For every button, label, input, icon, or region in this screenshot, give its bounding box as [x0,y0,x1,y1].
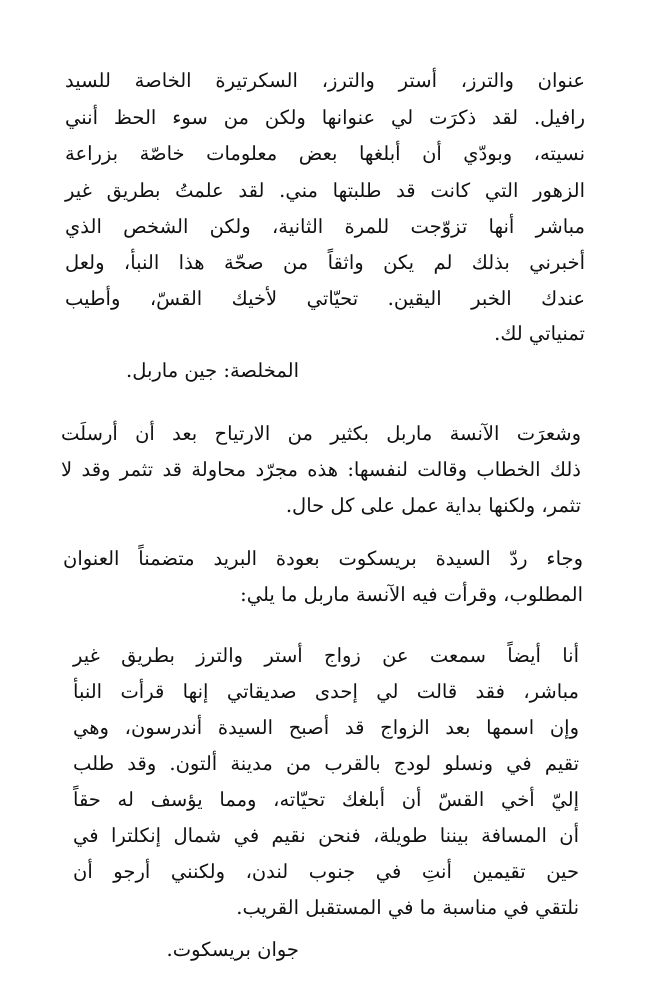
paragraph2-line-2: المطلوب، وقرأت فيه الآنسة ماربل ما يلي: [240,583,583,606]
letter1-signature: المخلصة: جين ماربل. [126,359,299,382]
paragraph1-line-2: ذلك الخطاب وقالت لنفسها: هذه مجرّد محاولة قد تثمر وقد لا [61,458,581,481]
letter1-line-6: أخبرني بذلك لم يكن واثقاً من صحّة هذا النبأ، ولعل [65,251,585,274]
letter2-line-2: مباشر، فقد قالت لي إحدى صديقاتي إنها قرأت النبأ [73,680,579,703]
letter1-line-2: رافيل. لقد ذكرَت لي عنوانها ولكن من سوء الحظ أنني [65,106,585,129]
letter1-line-7: عندك الخبر اليقين. تحيّاتي لأخيك القسّ، وأطيب [65,287,585,310]
letter1-line-4: الزهور التي كانت قد طلبتها مني. لقد علمتُ بطريق غير [65,179,585,202]
letter2-line-1: أنا أيضاً سمعت عن زواج أستر والترز بطريق غير [73,644,579,667]
letter2-line-7: حين تقيمين أنتِ في جنوب لندن، ولكنني أرجو أن [73,860,579,883]
letter2-line-3: وإن اسمها بعد الزواج قد أصبح السيدة أندرسون، وهي [73,716,579,739]
letter2-line-8: نلتقي في مناسبة ما في المستقبل القريب. [236,896,579,919]
letter2-signature: جوان بريسكوت. [166,938,299,961]
letter2-line-6: أن المسافة بيننا طويلة، فنحن نقيم في شمال إنكلترا في [73,824,579,847]
letter1-line-1: عنوان والترز، أستر والترز، السكرتيرة الخاصة للسيد [65,69,585,92]
paragraph2-line-1: وجاء ردّ السيدة بريسكوت بعودة البريد متضمناً العنوان [63,547,583,570]
paragraph1-line-1: وشعرَت الآنسة ماربل بكثير من الارتياح بعد أن أرسلَت [61,422,581,445]
paragraph1-line-3: تثمر، ولكنها بداية عمل على كل حال. [285,494,581,517]
letter1-line-5: مباشر أنها تزوّجت للمرة الثانية، ولكن الشخص الذي [65,215,585,238]
letter2-line-5: إليّ أخي القسّ أن أبلغك تحيّاته، ومما يؤسف له حقاً [73,788,579,811]
letter2-line-4: تقيم في ونسلو لودج بالقرب من مدينة ألتون. وقد طلب [73,752,579,775]
letter1-line-8: تمنياتي لك. [494,322,585,345]
letter1-line-3: نسيته، وبودّي أن أبلغها بعض معلومات خاصّة بزراعة [65,142,585,165]
